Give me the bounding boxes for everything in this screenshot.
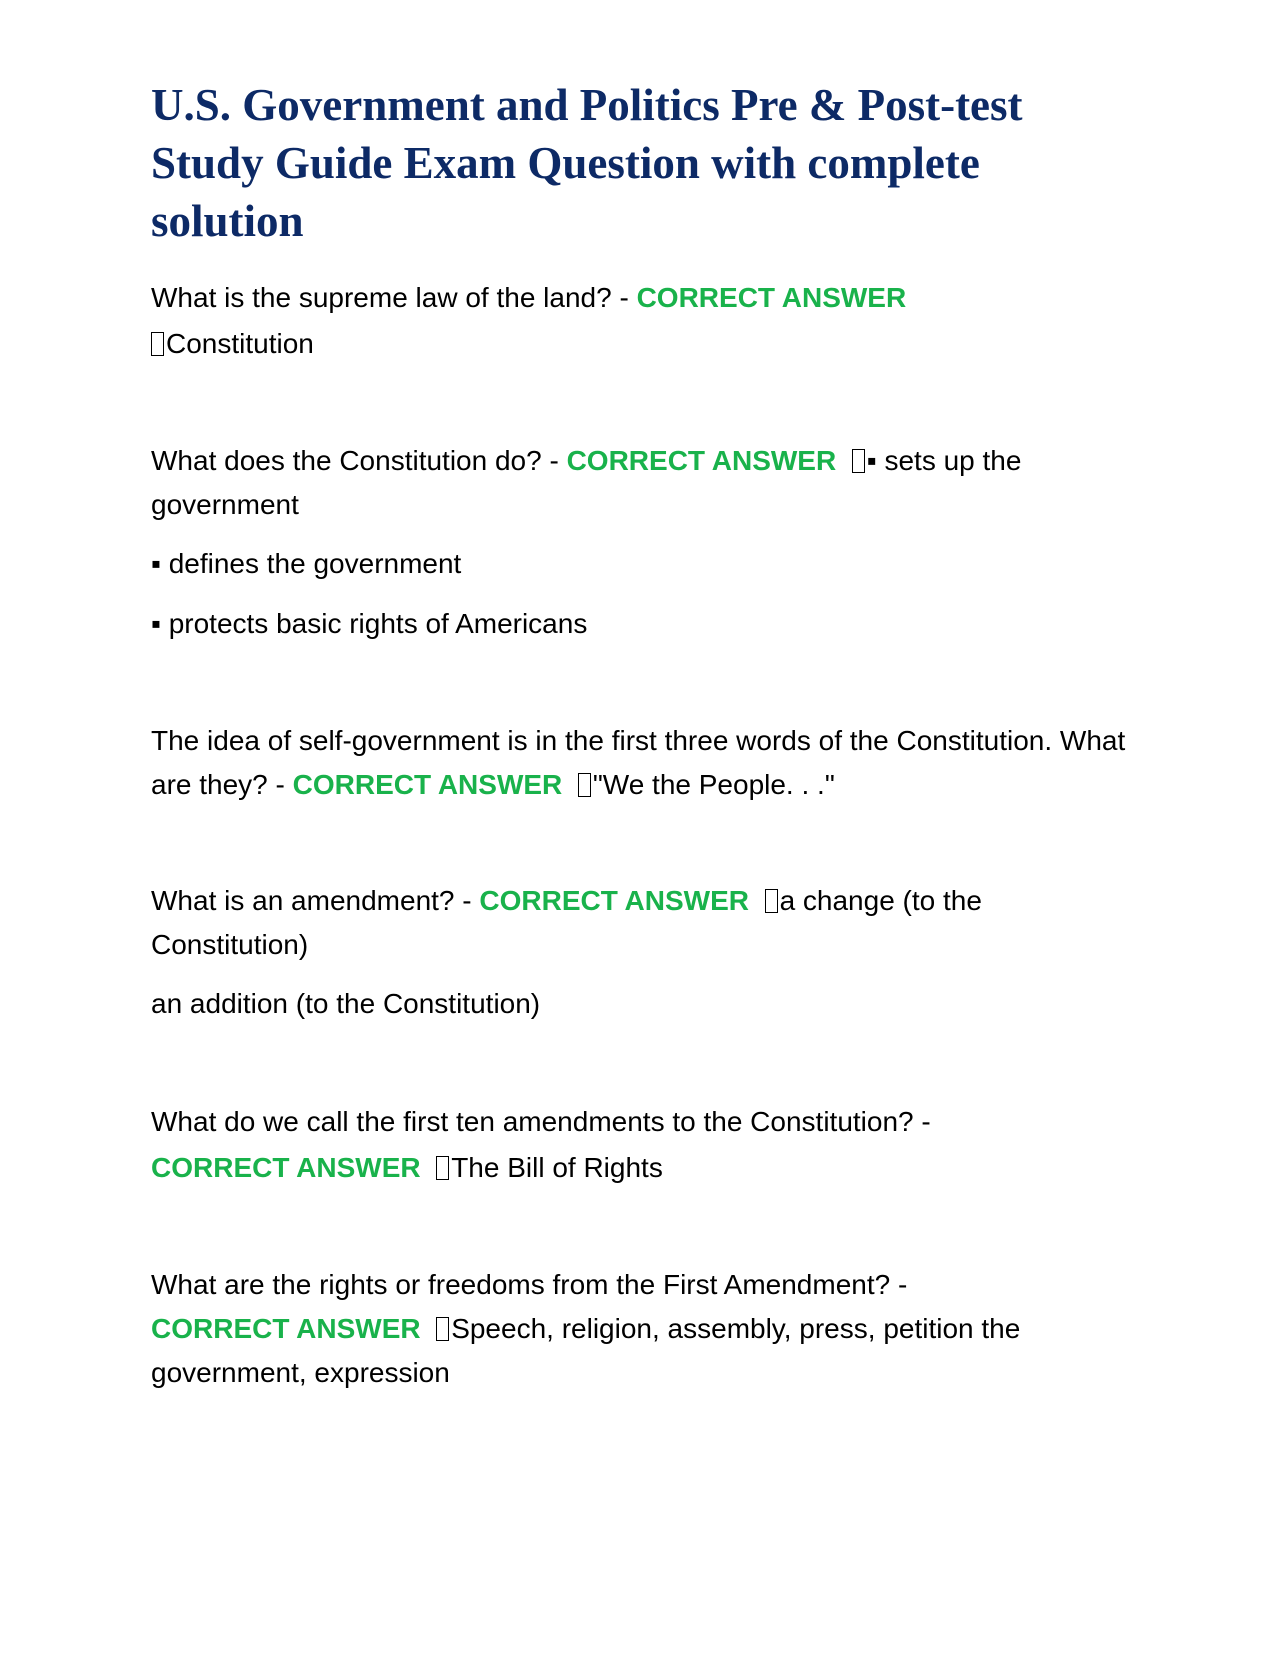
question-text: The idea of self-government is in the first three words of the Constitution. What are they? - [151,725,1126,800]
question-text: What are the rights or freedoms from the First Amendment? - [151,1269,908,1300]
missing-glyph-box-icon [151,332,164,356]
answer-extra-line: ▪ protects basic rights of Americans [151,608,588,639]
question-text: What is an amendment? - [151,885,480,916]
missing-glyph-box-icon [578,773,591,797]
answer-text: Speech, religion, assembly, press, petition the government, expression [151,1313,1021,1388]
question-text: What does the Constitution do? - [151,445,567,476]
question-text: What do we call the first ten amendments to the Constitution? - [151,1106,931,1137]
answer-label: CORRECT ANSWER [636,282,907,313]
answer-label: CORRECT ANSWER [292,769,563,800]
answer-text: The Bill of Rights [451,1152,663,1183]
answer-label: CORRECT ANSWER [151,1313,421,1344]
document-title: U.S. Government and Politics Pre & Post-test Study Guide Exam Question with complete solution [151,80,1023,246]
qa-item-1 [151,275,1141,367]
answer-label: CORRECT ANSWER [566,445,837,476]
qa-item-3 [151,719,1141,807]
qa-item-5 [151,1099,1141,1191]
answer-label: CORRECT ANSWER [479,885,749,916]
qa-item-4 [151,879,1141,967]
missing-glyph-box-icon [436,1156,449,1180]
missing-glyph-box-icon [852,449,865,473]
qa-item-6 [151,1263,1141,1395]
answer-extra-line: ▪ defines the government [151,548,462,579]
missing-glyph-box-icon [765,889,778,913]
answer-text: Constitution [166,328,314,359]
document-page [151,76,1141,1395]
answer-extra-line: an addition (to the Constitution) [151,988,541,1019]
missing-glyph-box-icon [436,1317,449,1341]
answer-text: "We the People. . ." [592,769,835,800]
answer-label: CORRECT ANSWER [151,1152,421,1183]
question-text: What is the supreme law of the land? - [151,282,637,313]
answer-text: a change (to the Constitution) [151,885,982,960]
qa-item-2 [151,439,1141,527]
answer-text: ▪ sets up the government [151,445,1022,520]
